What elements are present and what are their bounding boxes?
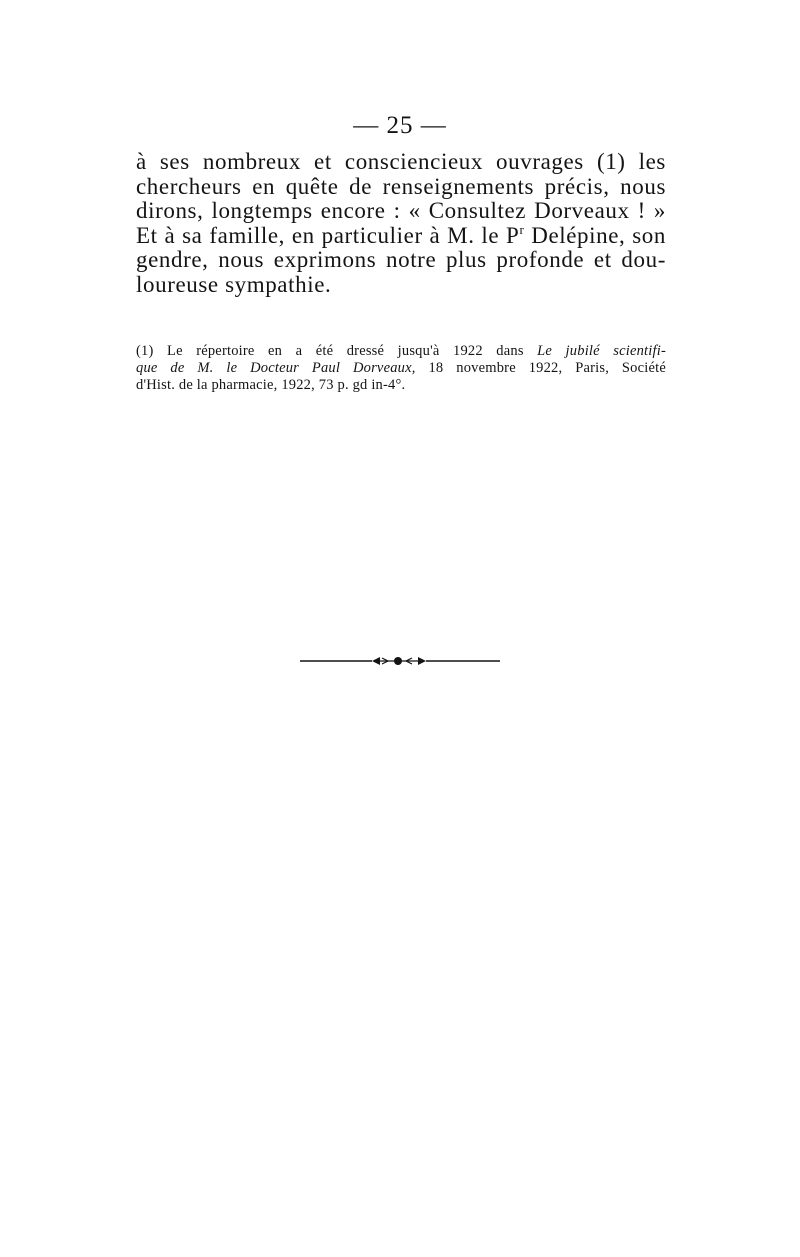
footnote <box>136 343 666 394</box>
footnote-line <box>136 343 666 360</box>
footnote-text: Le répertoire en a été dressé jusqu'à 1922 dans <box>167 343 524 359</box>
body-line: dirons, longtemps encore : « Consultez Dorveaux ! » <box>136 198 666 223</box>
body-line <box>136 221 666 249</box>
body-line-text: Et à sa famille, en particulier à M. le P <box>136 222 520 248</box>
superscript-abbreviation: r <box>519 221 525 237</box>
ornamental-divider <box>300 653 500 669</box>
footnote-marker: (1) <box>136 343 154 359</box>
footnote-line: d'Hist. de la pharmacie, 1922, 73 p. gd in-4°. <box>136 377 406 393</box>
footnote-line <box>136 360 666 377</box>
footnote-title-italic: que de M. le Docteur Paul Dorveaux, <box>136 360 416 376</box>
body-paragraph <box>136 150 666 297</box>
body-line-text: Delépine, son <box>524 222 666 248</box>
body-line: gendre, nous exprimons notre plus profonde et dou- <box>136 247 666 272</box>
body-line: chercheurs en quête de renseignements précis, nous <box>136 173 666 199</box>
page-number: — 25 — <box>353 112 447 139</box>
footnote-text: 18 novembre 1922, Paris, Société <box>428 360 666 376</box>
body-line: loureuse sympathie. <box>136 271 332 297</box>
footnote-title-italic: Le jubilé scientifi- <box>537 343 667 359</box>
body-line: à ses nombreux et consciencieux ouvrages (1) les <box>136 149 666 174</box>
